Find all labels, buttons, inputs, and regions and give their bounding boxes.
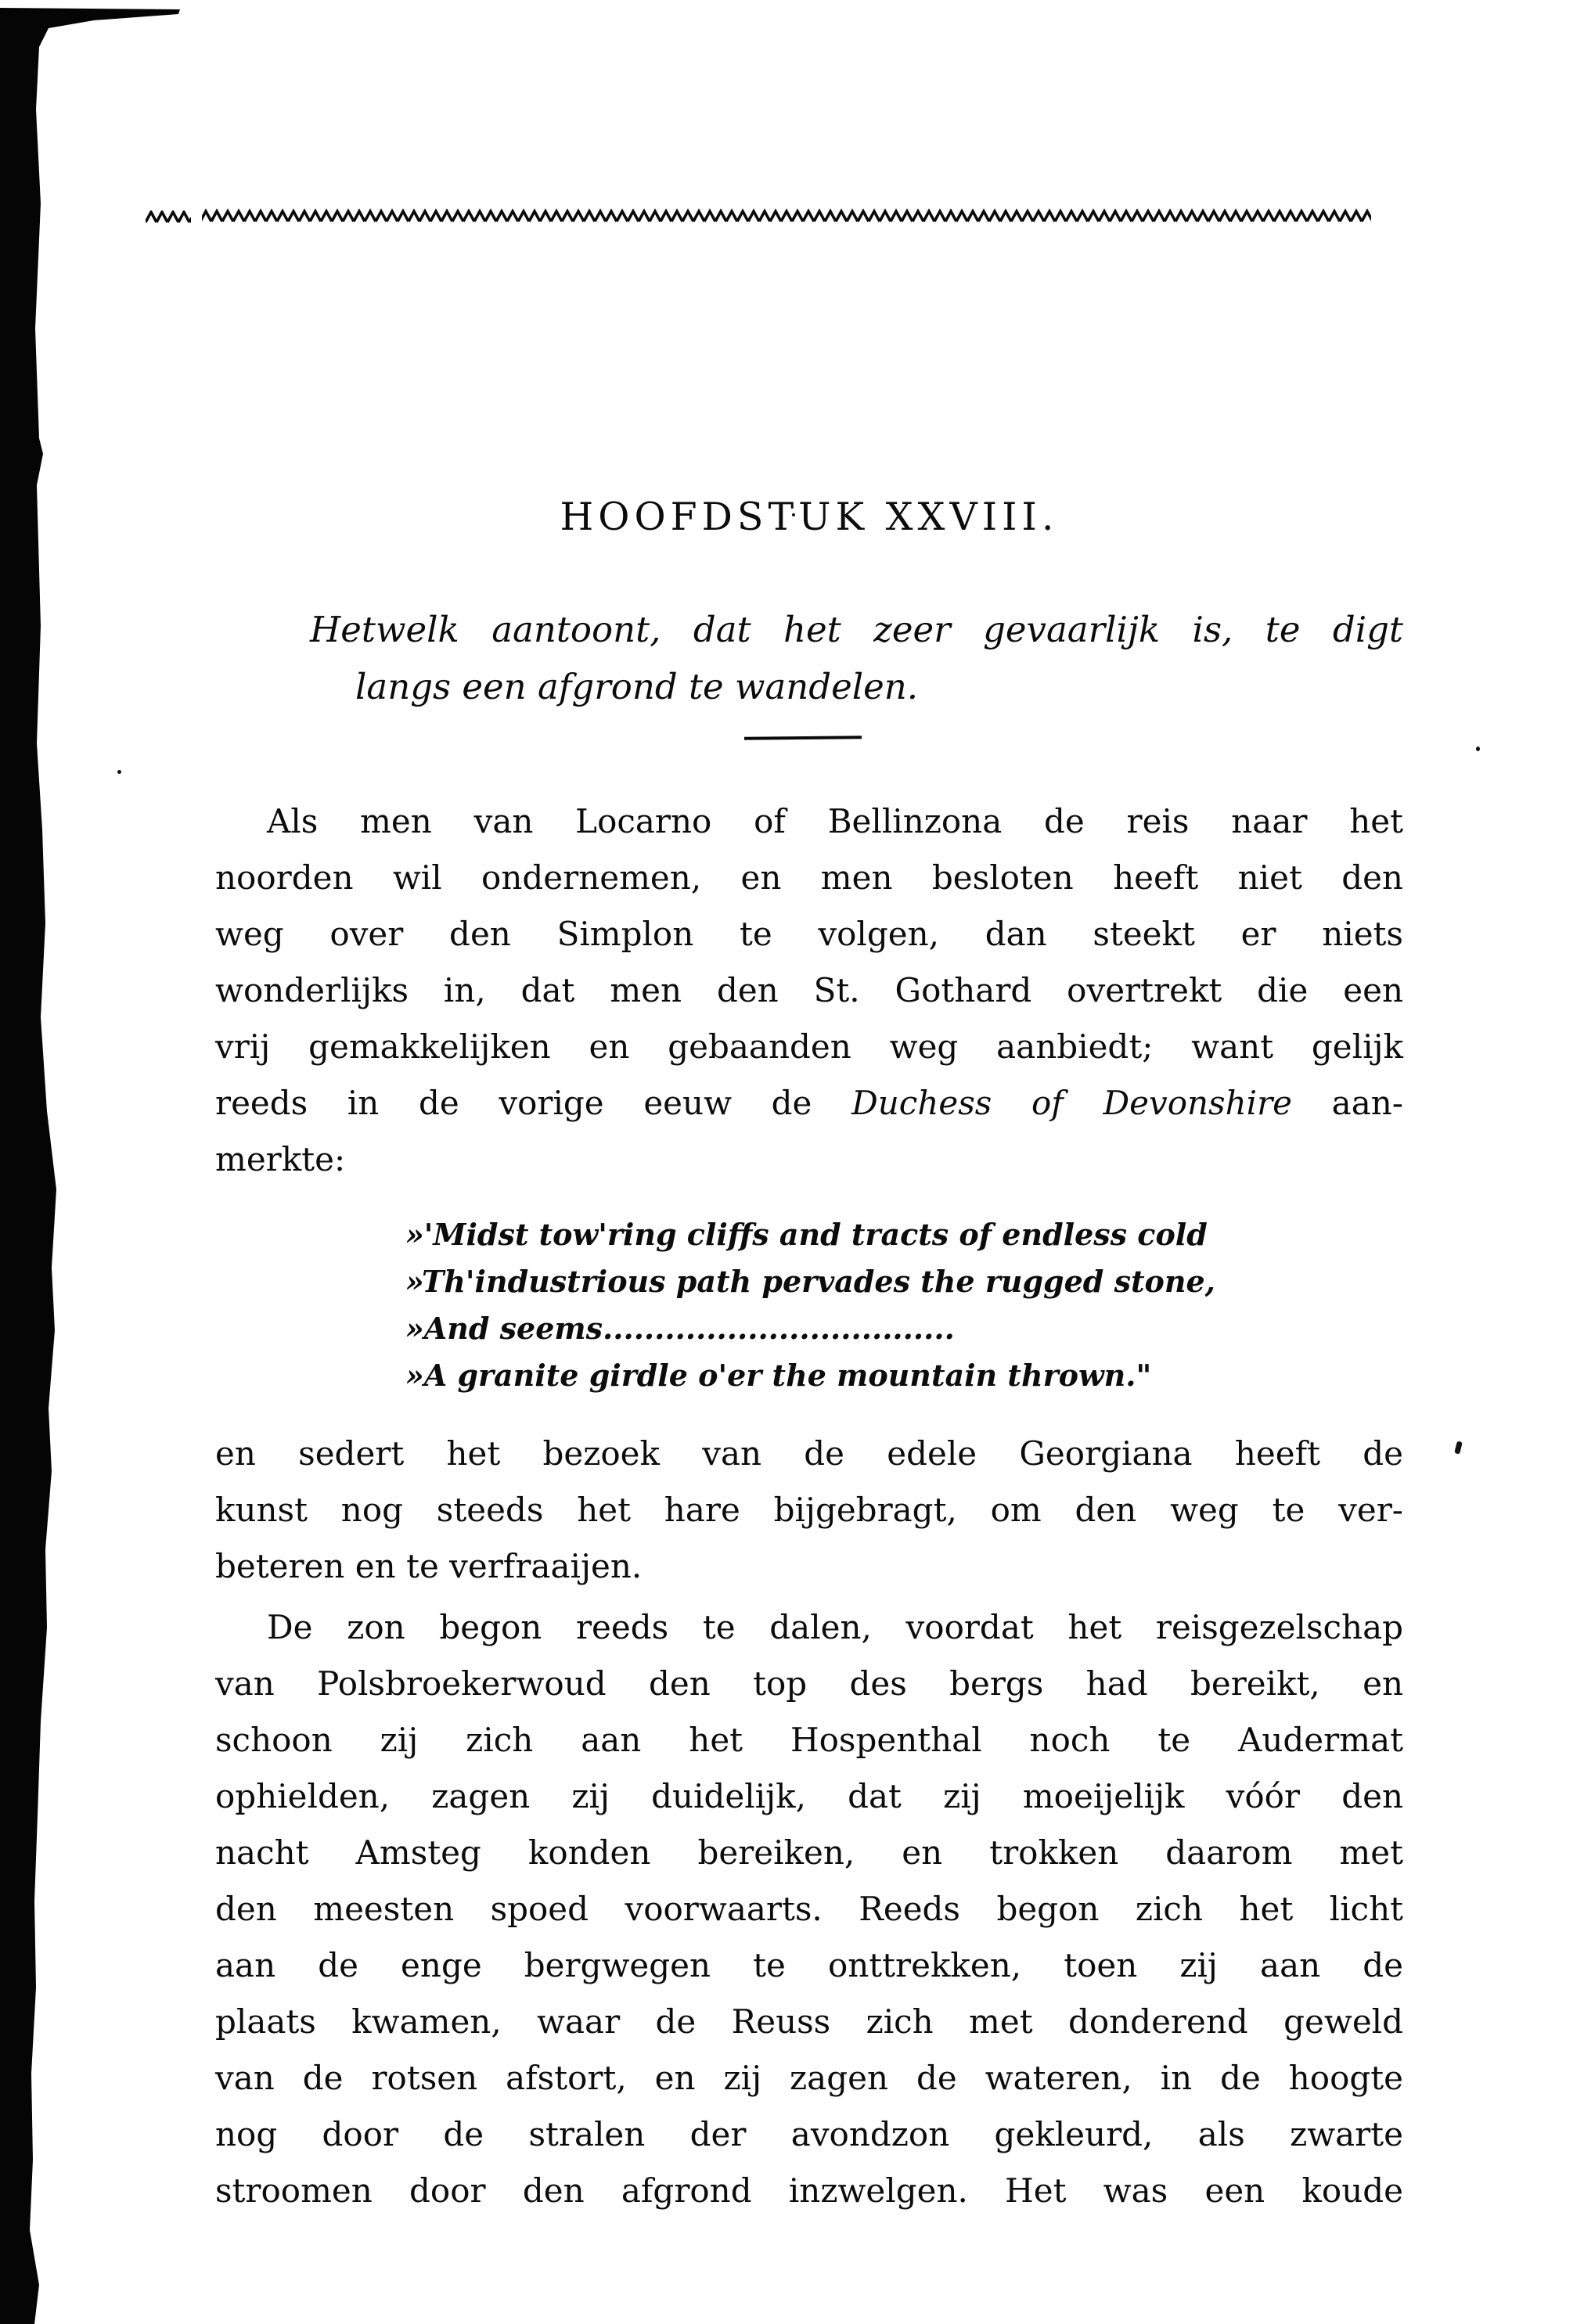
text-line: nog door de stralen der avondzon gekleurd, als zwarte bbox=[215, 2115, 1403, 2153]
text-line: van de rotsen afstort, en zij zagen de wateren, in de hoogte bbox=[215, 2059, 1403, 2097]
text-line: noorden wil ondernemen, en men besloten heeft niet den bbox=[215, 858, 1403, 897]
separator-rule bbox=[744, 736, 862, 740]
ink-speck bbox=[1454, 1441, 1463, 1454]
subtitle-line: langs een afgrond te wandelen. bbox=[355, 666, 919, 707]
text-line: plaats kwamen, waar de Reuss zich met donderend geweld bbox=[215, 2002, 1403, 2041]
text-line: van Polsbroekerwoud den top des bergs had bereikt, en bbox=[215, 1664, 1403, 1703]
text-line: beteren en te verfraaijen. bbox=[215, 1547, 643, 1585]
binding-shadow bbox=[0, 0, 188, 2324]
text-run: aan- bbox=[1292, 1084, 1404, 1122]
verse-line: »Th'industrious path pervades the rugged stone, bbox=[405, 1264, 1215, 1299]
paragraph-3 bbox=[215, 1599, 1403, 2219]
verse-line: »A granite girdle o'er the mountain thrown." bbox=[405, 1358, 1152, 1393]
ink-speck bbox=[1476, 746, 1480, 751]
verse-line: »'Midst tow'ring cliffs and tracts of endless cold bbox=[405, 1217, 1208, 1252]
text-line: vrij gemakkelijken en gebaanden weg aanbiedt; want gelijk bbox=[215, 1027, 1403, 1066]
text-line: De zon begon reeds te dalen, voordat het reisgezelschap bbox=[267, 1608, 1403, 1646]
ink-speck bbox=[117, 770, 121, 774]
paragraph-2 bbox=[215, 1426, 1403, 1595]
chapter-heading: HOOFDSTUK XXVIII. bbox=[560, 495, 1059, 539]
text-line: aan de enge bergwegen te onttrekken, toen zij aan de bbox=[215, 1946, 1403, 1984]
text-line: en sedert het bezoek van de edele Georgiana heeft de bbox=[215, 1434, 1403, 1473]
paragraph-1 bbox=[215, 793, 1403, 1188]
text-line: nacht Amsteg konden bereiken, en trokken daarom met bbox=[215, 1833, 1403, 1872]
verse-quotation bbox=[405, 1211, 1282, 1399]
chapter-subtitle bbox=[310, 601, 1403, 715]
text-line: stroomen door den afgrond inzwelgen. Het was een koude bbox=[215, 2171, 1403, 2210]
text-line: wonderlijks in, dat men den St. Gothard overtrekt die een bbox=[215, 971, 1403, 1009]
text-line: weg over den Simplon te volgen, dan steekt er niets bbox=[215, 915, 1403, 953]
zigzag-ornament-icon bbox=[146, 208, 1371, 225]
text-run: reeds in de vorige eeuw de bbox=[215, 1084, 852, 1122]
text-line bbox=[215, 1075, 1403, 1131]
text-line: kunst nog steeds het hare bijgebragt, om den weg te ver- bbox=[215, 1491, 1403, 1529]
verse-line: »And seems.................................. bbox=[405, 1311, 955, 1346]
subtitle-line: Hetwelk aantoont, dat het zeer gevaarlijk is, te digt bbox=[310, 609, 1403, 650]
text-line: Als men van Locarno of Bellinzona de reis naar het bbox=[267, 802, 1403, 840]
text-line: den meesten spoed voorwaarts. Reeds begon zich het licht bbox=[215, 1890, 1403, 1928]
text-line: ophielden, zagen zij duidelijk, dat zij moeijelijk vóór den bbox=[215, 1777, 1403, 1815]
italic-text-run: Duchess of Devonshire bbox=[851, 1084, 1293, 1122]
text-line: schoon zij zich aan het Hospenthal noch te Audermat bbox=[215, 1721, 1403, 1759]
text-line: merkte: bbox=[215, 1140, 346, 1178]
